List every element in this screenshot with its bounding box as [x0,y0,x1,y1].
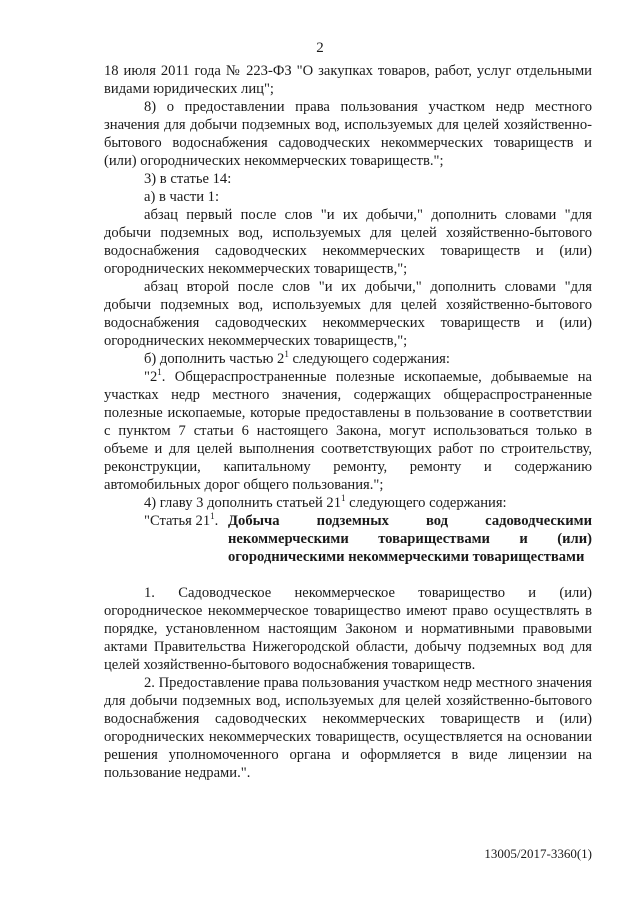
text-run: следующего содержания: [345,495,507,511]
paragraph [104,350,592,368]
paragraph: абзац второй после слов "и их добычи," дополнить словами "для добычи подземных вод, используемых для целей хозяйственно-бытового водоснабжения садоводческих некоммерческих товариществ и (или) огороднических некоммерческих товариществ,"; [104,279,592,349]
article-label [104,512,228,566]
article-heading [104,512,592,566]
paragraph: а) в части 1: [144,189,220,205]
article-title: Добыча подземных вод садоводческими некоммерческими товариществами и (или) огородническими некоммерческими товариществами [228,513,592,565]
text-run: "2 [144,369,158,385]
text-run: "Статья 21 [144,513,211,529]
paragraph: 2. Предоставление права пользования участком недр местного значения для добычи подземных вод, используемых для целей хозяйственно-бытового водоснабжения садоводческих некоммерческих товариществ и (или) огороднических некоммерческих товариществ, осуществляется на основании решения уполномоченного органа и оформляется в виде лицензии на пользование недрами.". [104,675,592,781]
document-code: 13005/2017-3360(1) [484,846,592,861]
spacer [104,566,592,584]
paragraph: 18 июля 2011 года № 223-ФЗ "О закупках товаров, работ, услуг отдельными видами юридических лиц"; [104,63,592,97]
paragraph: 8) о предоставлении права пользования участком недр местного значения для добычи подземных вод, используемых для целей хозяйственно-бытового водоснабжения садоводческих некоммерческих товариществ и (или) огороднических некоммерческих товариществ."; [104,99,592,169]
paragraph: абзац первый после слов "и их добычи," дополнить словами "для добычи подземных вод, используемых для целей хозяйственно-бытового водоснабжения садоводческих некоммерческих товариществ и (или) огороднических некоммерческих товариществ,"; [104,207,592,277]
document-body [104,62,592,782]
superscript: 1 [341,493,346,503]
paragraph [104,494,592,512]
superscript: 1 [157,367,162,377]
text-run: . Общераспространенные полезные ископаемые, добываемые на участках недр местного значения, содержащих общераспространенные полезные ископаемые, которые предоставлены в пользование в соответствии с пунктом 7 статьи 6 настоящего Закона, могут использоваться только в объеме и для целей выполнения соответствующих работ по строительству, реконструкции, капитальному ремонту, ремонту и содержанию автомобильных дорог общего пользования."; [104,369,592,493]
superscript: 1 [210,511,215,521]
paragraph: 3) в статье 14: [144,171,232,187]
superscript: 1 [284,349,289,359]
text-run: . [214,513,219,529]
text-run: 4) главу 3 дополнить статьей 21 [144,495,342,511]
text-run: б) дополнить частью 2 [144,351,285,367]
paragraph [104,368,592,494]
paragraph: 1. Садоводческое некоммерческое товарищество и (или) огородническое некоммерческое товарищество имеют право осуществлять в порядке, установленном настоящим Законом и нормативными правовыми актами Правительства Нижегородской области, добычу подземных вод для целей хозяйственно-бытового водоснабжения товариществ. [104,585,592,673]
page-number: 2 [316,40,324,56]
text-run: следующего содержания: [288,351,450,367]
